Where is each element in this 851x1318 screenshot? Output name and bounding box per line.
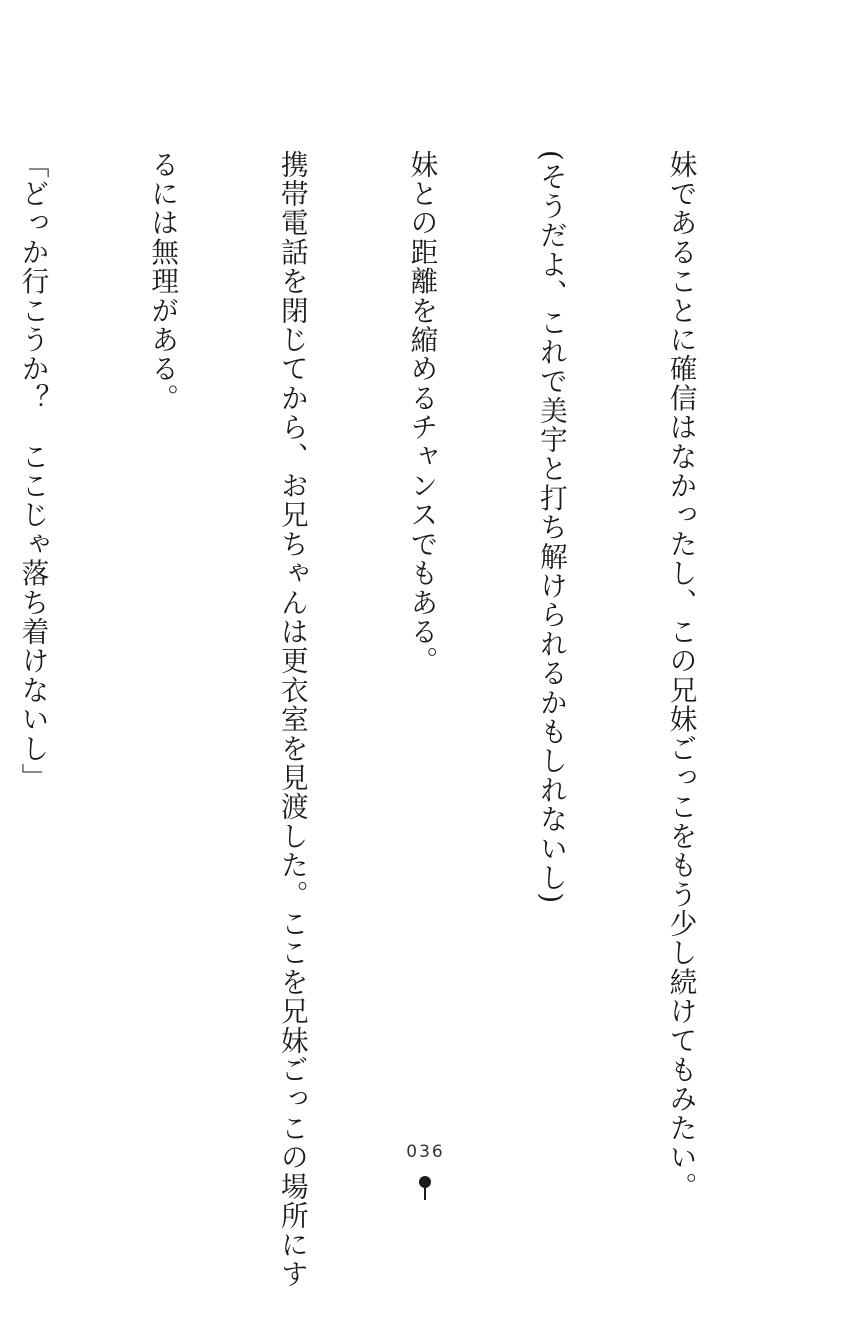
- text-line: 妹であることに確信はなかったし、この兄妹ごっこをもう少し続けてもみたい。: [664, 150, 698, 1202]
- folio-line-icon: [424, 1187, 426, 1200]
- text-line: 妹との距離を縮めるチャンスでもある。: [405, 150, 439, 676]
- text-line: 「どっか行こうか？ ここじゃ落ち着けないし」: [16, 150, 50, 793]
- page-number: 036: [406, 1142, 445, 1162]
- text-line: (そうだよ、これで美宇と打ち解けられるかもしれないし): [534, 150, 568, 905]
- text-line: 携帯電話を閉じてから、お兄ちゃんは更衣室を見渡した。ここを兄妹ごっこの場所にす: [275, 150, 309, 1289]
- text-line: るには無理がある。: [146, 150, 180, 413]
